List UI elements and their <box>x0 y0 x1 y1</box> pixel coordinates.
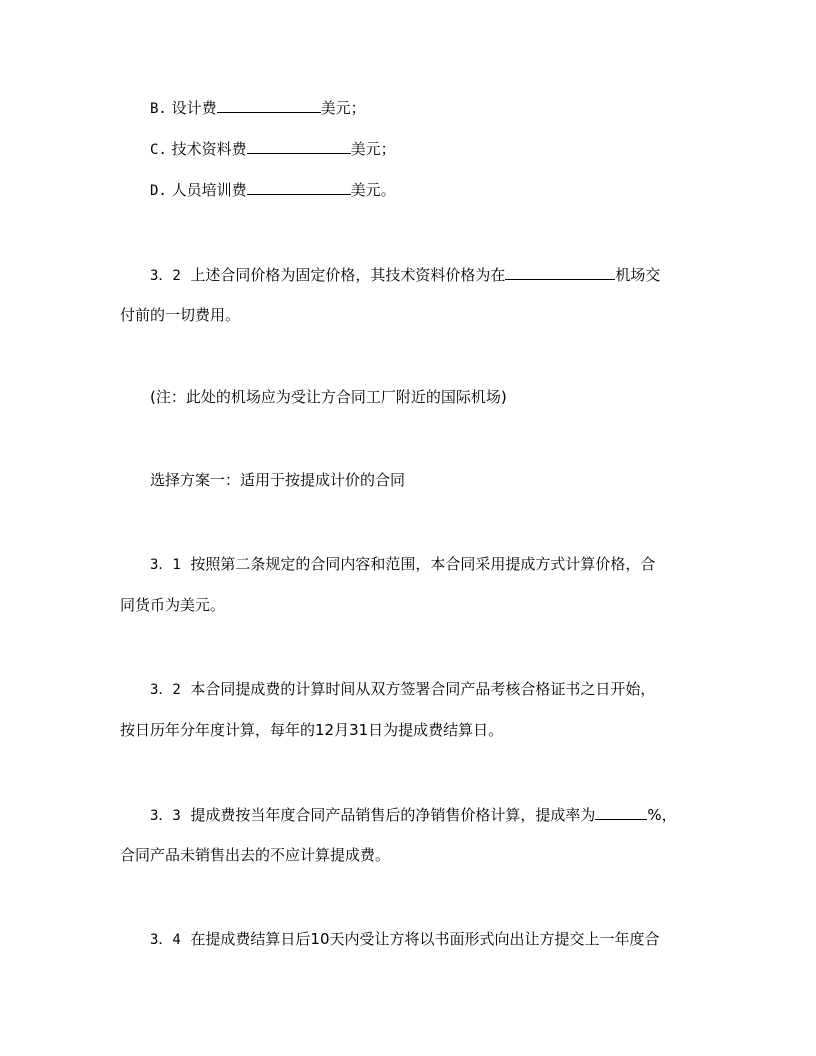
clause-3-2-royalty <box>150 679 655 699</box>
clause-text: 按照第二条规定的合同内容和范围，本合同采用提成方式计算价格，合 <box>190 555 656 573</box>
blank-field[interactable] <box>505 264 615 280</box>
clause-text-after: 机场交 <box>615 266 661 284</box>
clause-text: 在提成费结算日后10天内受让方将以书面形式向出让方提交上一年度合 <box>190 930 660 948</box>
fee-prefix: D. <box>150 183 167 199</box>
clause-number: 3．2 <box>150 682 181 698</box>
clause-number: 3．4 <box>150 932 181 948</box>
clause-3-3 <box>150 804 677 824</box>
clause-3-2-fixed-continuation: 付前的一切费用。 <box>120 306 241 324</box>
fee-suffix: 美元； <box>350 140 396 158</box>
blank-field[interactable] <box>595 804 647 820</box>
blank-field[interactable] <box>247 138 351 154</box>
fee-item-technical-data <box>150 138 396 158</box>
clause-3-1 <box>150 554 655 574</box>
clause-number: 3．2 <box>150 268 181 284</box>
fee-prefix: B. <box>150 101 167 117</box>
fee-prefix: C. <box>150 142 167 158</box>
clause-number: 3．3 <box>150 808 181 824</box>
fee-label: 技术资料费 <box>171 140 247 158</box>
clause-text: 提成费按当年度合同产品销售后的净销售价格计算，提成率为 <box>190 806 596 824</box>
fee-label: 人员培训费 <box>171 181 247 199</box>
clause-3-3-continuation: 合同产品未销售出去的不应计算提成费。 <box>120 846 391 864</box>
note: (注：此处的机场应为受让方合同工厂附近的国际机场) <box>150 388 507 406</box>
clause-text: 本合同提成费的计算时间从双方签署合同产品考核合格证书之日开始， <box>190 680 656 698</box>
clause-3-4 <box>150 929 660 949</box>
clause-text: 上述合同价格为固定价格，其技术资料价格为在 <box>190 266 506 284</box>
fee-suffix: 美元。 <box>350 181 396 199</box>
blank-field[interactable] <box>247 179 351 195</box>
blank-field[interactable] <box>217 97 321 113</box>
option-one-heading: 选择方案一：适用于按提成计价的合同 <box>150 471 406 489</box>
clause-3-1-continuation: 同货币为美元。 <box>120 596 226 614</box>
clause-number: 3．1 <box>150 557 181 573</box>
fee-item-training <box>150 179 396 199</box>
fee-label: 设计费 <box>171 99 217 117</box>
fee-suffix: 美元； <box>320 99 366 117</box>
clause-3-2-fixed <box>150 264 660 284</box>
fee-item-design <box>150 97 366 117</box>
clause-text-after: %， <box>647 806 677 824</box>
clause-3-2-royalty-continuation: 按日历年分年度计算，每年的12月31日为提成费结算日。 <box>120 721 504 739</box>
